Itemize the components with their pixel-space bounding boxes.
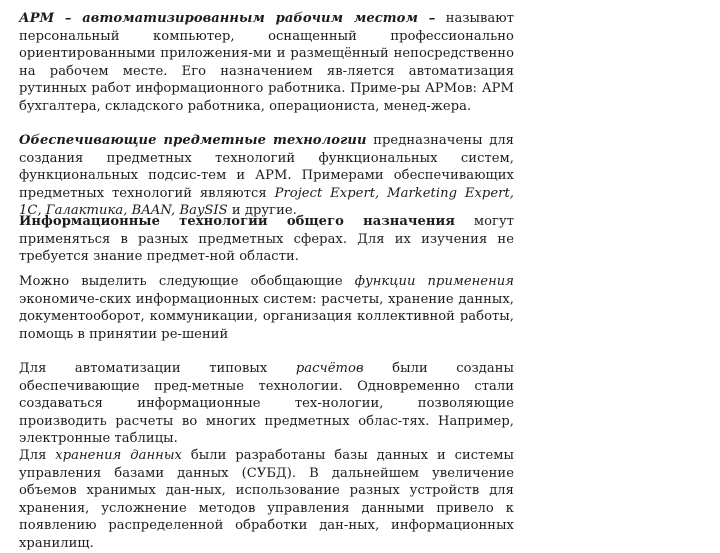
product-list: Project Expert, Marketing Expert, 1С, Галактика, BAAN, BaySIS bbox=[19, 185, 514, 219]
paragraph-text: экономиче-ских информационных систем: расчеты, хранение данных, документооборот, коммуникации, организация коллективной работы, помощь в принятии ре-шений bbox=[19, 291, 514, 342]
paragraph-application-functions bbox=[19, 273, 514, 343]
term-application-functions: функции применения bbox=[354, 274, 514, 289]
paragraph-arm-definition bbox=[19, 10, 514, 116]
paragraph-text-end: и другие. bbox=[227, 203, 297, 219]
term-general-it: Информационные технологии общего назначения bbox=[19, 214, 456, 229]
term-calculations: расчётов bbox=[295, 361, 364, 376]
paragraph-text-before: Для bbox=[19, 448, 56, 463]
paragraph-text: могут применяться в разных предметных сферах. Для их изучения не требуется знание предмет-ной области. bbox=[19, 214, 514, 265]
paragraph-general-it bbox=[19, 213, 514, 266]
paragraph-calculations bbox=[19, 360, 514, 448]
term-data-storage: хранения данных bbox=[55, 448, 182, 463]
term-supporting-technologies: Обеспечивающие предметные технологии bbox=[19, 133, 367, 148]
paragraph-text: были созданы обеспечивающие пред-метные технологии. Одновременно стали создаваться информационные тех-нологии, позволяющие производить расчеты во многих предметных облас-тях. Например, электронные таблицы. bbox=[19, 361, 514, 447]
term-arm: АРМ – автоматизированным рабочим местом – bbox=[19, 11, 436, 26]
paragraph-supporting-technologies bbox=[19, 132, 514, 220]
paragraph-text: были разработаны базы данных и системы управления базами данных (СУБД). В дальнейшем увеличение объемов хранимых дан-ных, использование разных устройств для хранения, усложнение методов управления данными привело к появлению распределенной обработки дан-ных, информационных хранилищ. bbox=[19, 448, 514, 551]
paragraph-text: предназначены для создания предметных технологий функциональных систем, функциональных подсис-тем и АРМ. Примерами обеспечивающих предметных технологий являются bbox=[19, 133, 514, 201]
paragraph-text: называют персональный компьютер, оснащенный профессионально ориентированными приложения-ми и размещённый непосредственно на рабочем месте. Его назначением яв-ляется автоматизация рутинных работ информационного работника. Приме-ры АРМов: АРМ бухгалтера, складского работника, операциониста, менед-жера. bbox=[19, 11, 515, 114]
paragraph-text-before: Можно выделить следующие обобщающие bbox=[19, 274, 355, 289]
paragraph-data-storage bbox=[19, 447, 514, 553]
paragraph-text-before: Для автоматизации типовых bbox=[19, 361, 296, 376]
